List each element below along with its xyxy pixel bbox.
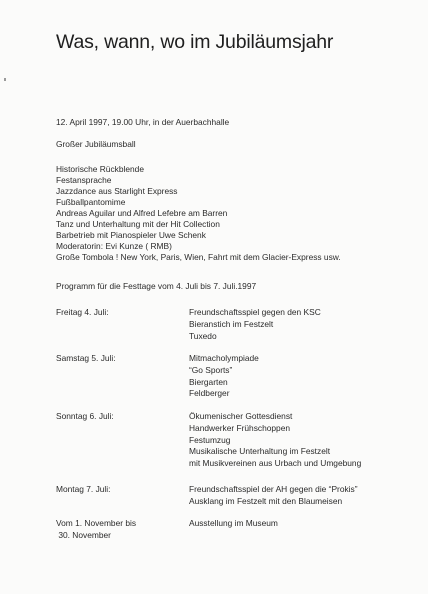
ball-program-item: Festansprache (56, 175, 112, 185)
ball-program-item: Tanz und Unterhaltung mit der Hit Collection (56, 219, 220, 229)
festival-intro: Programm für die Festtage vom 4. Juli bis 7. Juli.1997 (56, 281, 257, 291)
scan-mark (4, 78, 6, 81)
schedule-events (189, 518, 278, 530)
ball-program-item: Barbetrieb mit Pianospieler Uwe Schenk (56, 230, 206, 240)
schedule-event: Freundschaftsspiel der AH gegen die “Prokis” (189, 484, 358, 494)
schedule-day-label (56, 484, 110, 495)
page-title: Was, wann, wo im Jubiläumsjahr (56, 31, 334, 54)
schedule-event: mit Musikvereinen aus Urbach und Umgebung (189, 458, 362, 469)
schedule-day-label (56, 518, 136, 542)
ball-program-item: Andreas Aguilar und Alfred Lefebre am Barren (56, 208, 228, 218)
schedule-day-label (56, 353, 116, 364)
day-label-text: Vom 1. November bis (56, 518, 137, 528)
schedule-event: Feldberger (189, 388, 230, 399)
schedule-event: Ausklang im Festzelt mit den Blaumeisen (189, 495, 343, 506)
schedule-event: Ausstellung im Museum (189, 518, 278, 528)
day-label-text: Sonntag 6. Juli: (56, 411, 114, 421)
ball-program-list (56, 164, 341, 263)
schedule-day-label (56, 411, 114, 422)
day-label-text: 30. November (56, 529, 111, 540)
schedule-event: Handwerker Frühschoppen (189, 422, 291, 433)
schedule-event: Biergarten (189, 376, 228, 387)
schedule-event: Musikalische Unterhaltung im Festzelt (189, 446, 331, 457)
schedule-event: Festumzug (189, 434, 231, 445)
schedule-event: Freundschaftsspiel gegen den KSC (189, 307, 321, 317)
schedule-events (189, 353, 259, 400)
schedule-events (189, 484, 358, 508)
schedule-events (189, 307, 321, 342)
schedule-event: “Go Sports” (189, 364, 233, 375)
schedule-events (189, 411, 361, 470)
schedule-day-label (56, 307, 109, 318)
ball-heading: Großer Jubiläumsball (56, 139, 136, 149)
event-date: 12. April 1997, 19.00 Uhr, in der Auerbachhalle (56, 117, 230, 127)
ball-program-item: Große Tombola ! New York, Paris, Wien, Fahrt mit dem Glacier-Express usw. (56, 252, 341, 262)
ball-program-item: Historische Rückblende (56, 164, 144, 174)
schedule-event: Bieranstich im Festzelt (189, 318, 274, 329)
day-label-text: Montag 7. Juli: (56, 484, 111, 494)
ball-program-item: Fußballpantomime (56, 197, 126, 207)
schedule-event: Tuxedo (189, 330, 217, 341)
ball-program-item: Moderatorin: Evi Kunze ( RMB) (56, 241, 172, 251)
day-label-text: Samstag 5. Juli: (56, 353, 116, 363)
ball-program-item: Jazzdance aus Starlight Express (56, 186, 178, 196)
schedule-event: Ökumenischer Gottesdienst (189, 411, 293, 421)
day-label-text: Freitag 4. Juli: (56, 307, 109, 317)
schedule-event: Mitmacholympiade (189, 353, 259, 363)
